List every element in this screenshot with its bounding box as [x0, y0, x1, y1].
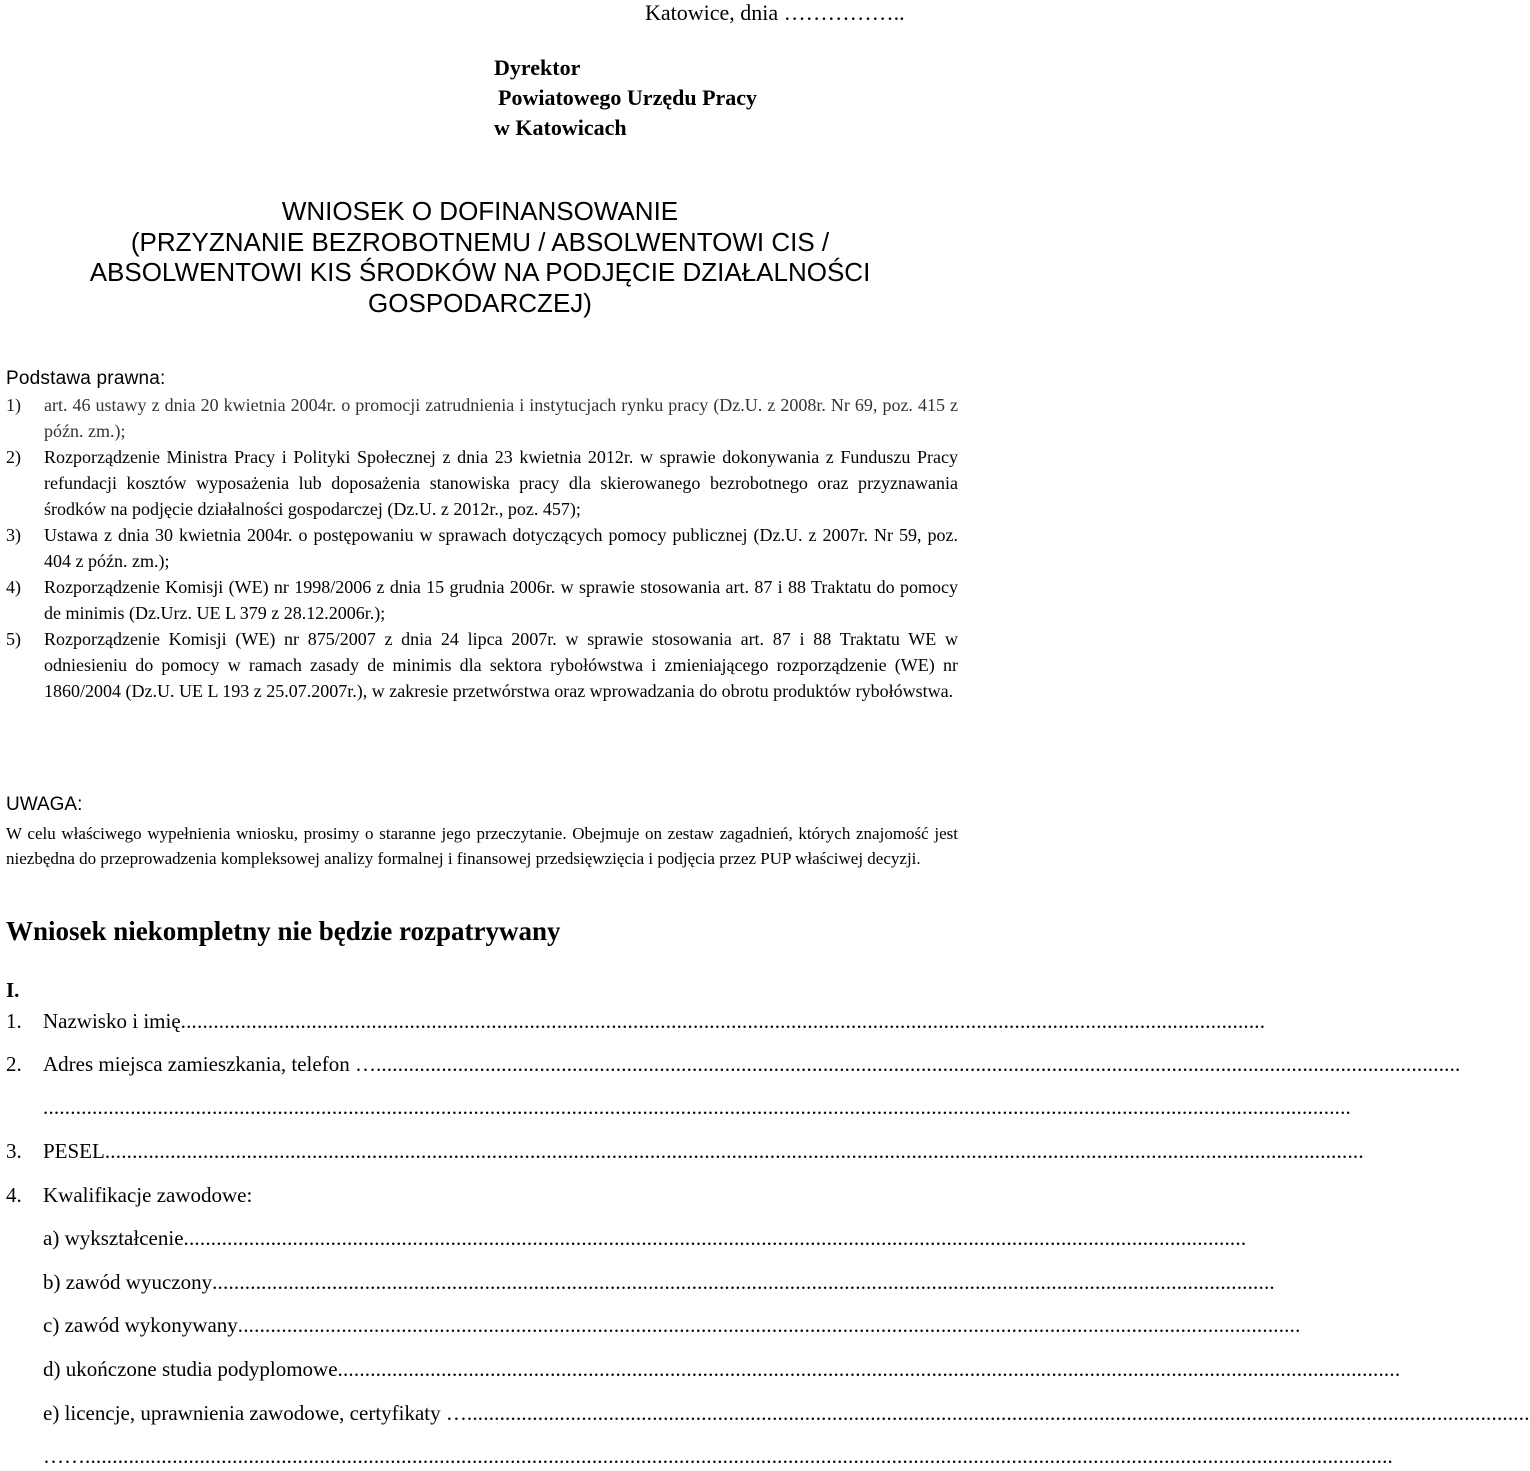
legal-basis-item	[6, 392, 958, 444]
legal-basis-item	[6, 574, 958, 626]
fill-in-line[interactable]: ...................................................................................................................................................................................................	[183, 1226, 1247, 1250]
fill-in-line[interactable]: ...................................................................................................................................................................................................	[466, 1401, 1530, 1425]
date-line: Katowice, dnia ……………..	[645, 0, 905, 25]
field-label: b) zawód wyuczony	[43, 1270, 213, 1294]
field-label: Nazwisko i imię	[43, 1009, 181, 1033]
incomplete-warning: Wniosek niekompletny nie będzie rozpatrywany	[6, 916, 561, 946]
field-label: c) zawód wykonywany	[43, 1313, 238, 1337]
form-title-line-4: GOSPODARCZEJ)	[368, 287, 592, 318]
form-title-line-2: (PRZYZNANIE BEZROBOTNEMU / ABSOLWENTOWI CIS /	[130, 226, 830, 257]
field-label: d) ukończone studia podyplomowe	[43, 1357, 338, 1381]
legal-basis-item	[6, 444, 958, 522]
fill-in-line[interactable]: ...................................................................................................................................................................................................	[337, 1357, 1401, 1381]
field-practiced-profession[interactable]	[43, 1310, 1301, 1340]
field-label: Kwalifikacje zawodowe:	[43, 1183, 253, 1207]
legal-basis-item	[6, 522, 958, 574]
legal-basis-item-text: art. 46 ustawy z dnia 20 kwietnia 2004r. o promocji zatrudnienia i instytucjach rynku pracy (Dz.U. z 2008r. Nr 69, poz. 415 z późn. zm.);	[44, 395, 958, 441]
fill-in-line[interactable]: .......................................................................................................................................................................................................	[180, 1009, 1266, 1033]
legal-basis-heading: Podstawa prawna:	[6, 368, 166, 389]
notice-heading: UWAGA:	[6, 794, 83, 815]
field-address-phone[interactable]	[6, 1049, 1461, 1079]
form-title-line-1: WNIOSEK O DOFINANSOWANIE	[281, 196, 679, 226]
notice-text: W celu właściwego wypełnienia wniosku, prosimy o staranne jego przeczytanie. Obejmuje on zestaw zagadnień, których znajomość jest niezbędna do przeprowadzenia kompleksowej analizy formalnej i finansowej przedsięwzięcia i podjęcia przez PUP właściwej decyzji.	[6, 824, 958, 868]
field-number: 3.	[6, 1139, 22, 1163]
addressee-line-3: w Katowicach	[494, 115, 627, 140]
field-learned-profession[interactable]	[43, 1267, 1275, 1297]
field-education[interactable]	[43, 1223, 1247, 1253]
fill-in-line[interactable]: ...................................................................................................................................................................................................	[212, 1270, 1275, 1294]
field-label: PESEL	[43, 1139, 105, 1163]
legal-basis-item-number: 5)	[6, 629, 21, 649]
legal-basis-item	[6, 626, 958, 704]
addressee-block	[494, 53, 757, 143]
addressee-line-2: Powiatowego Urzędu Pracy	[498, 85, 758, 110]
notice-section	[6, 794, 958, 871]
section-number: I.	[6, 978, 20, 1002]
field-licenses-continuation[interactable]	[43, 1441, 1393, 1471]
field-qualifications-heading	[6, 1180, 960, 1210]
fill-in-line[interactable]: ...................................................................................................................................................................................................	[237, 1313, 1301, 1337]
field-label: e) licencje, uprawnienia zawodowe, certyfikaty …	[43, 1401, 467, 1425]
field-full-name[interactable]	[6, 1006, 1266, 1036]
legal-basis-list	[6, 392, 958, 704]
legal-basis-item-text: Rozporządzenie Komisji (WE) nr 875/2007 z dnia 24 lipca 2007r. w sprawie stosowania art. 87 i 88 Traktatu WE w odniesieniu do pomocy w ramach zasady de minimis dla sektora rybołówstwa i zmieniającego rozporządzenie (WE) nr 1860/2004 (Dz.U. UE L 193 z 25.07.2007r.), w zakresie przetwórstwa oraz wprowadzania do obrotu produktów rybołówstwa.	[44, 629, 958, 701]
field-number: 2.	[6, 1052, 22, 1076]
fill-in-line[interactable]: .......................................................................................................................................................................................................	[375, 1052, 1461, 1076]
field-label: Adres miejsca zamieszkania, telefon …	[43, 1052, 376, 1076]
form-title	[0, 196, 960, 318]
field-label: ……	[43, 1444, 85, 1468]
legal-basis-section	[6, 368, 958, 704]
legal-basis-item-number: 3)	[6, 525, 21, 545]
legal-basis-item-number: 1)	[6, 395, 21, 415]
field-licenses-certificates[interactable]	[43, 1398, 1530, 1428]
fill-in-line[interactable]: ................................................................................................................................................................................................................................................	[85, 1444, 1393, 1468]
field-pesel[interactable]	[6, 1136, 1364, 1166]
field-number: 1.	[6, 1009, 22, 1033]
legal-basis-item-number: 2)	[6, 447, 21, 467]
legal-basis-item-text: Rozporządzenie Ministra Pracy i Polityki Społecznej z dnia 23 kwietnia 2012r. w sprawie dokonywania z Funduszu Pracy refundacji kosztów wyposażenia lub doposażenia stanowiska pracy dla skierowanego bezrobotnego oraz przyznawania środków na podjęcie działalności gospodarczej (Dz.U. z 2012r., poz. 457);	[44, 447, 958, 519]
legal-basis-item-number: 4)	[6, 577, 21, 597]
legal-basis-item-text: Ustawa z dnia 30 kwietnia 2004r. o postępowaniu w sprawach dotyczących pomocy publicznej (Dz.U. z 2007r. Nr 59, poz. 404 z późn. zm.);	[44, 525, 958, 571]
form-title-line-3: ABSOLWENTOWI KIS ŚRODKÓW NA PODJĘCIE DZIAŁALNOŚCI	[89, 257, 871, 287]
legal-basis-item-text: Rozporządzenie Komisji (WE) nr 1998/2006 z dnia 15 grudnia 2006r. w sprawie stosowania art. 87 i 88 Traktatu do pomocy de minimis (Dz.Urz. UE L 379 z 28.12.2006r.);	[44, 577, 958, 623]
field-address-continuation[interactable]	[43, 1092, 1351, 1122]
field-label: a) wykształcenie	[43, 1226, 184, 1250]
fill-in-line[interactable]: .......................................................................................................................................................................................................................................	[104, 1139, 1364, 1163]
field-number: 4.	[6, 1183, 22, 1207]
fill-in-line[interactable]: ................................................................................................................................................................................................................................................	[43, 1095, 1351, 1119]
addressee-line-1: Dyrektor	[494, 55, 581, 80]
field-postgraduate-studies[interactable]	[43, 1354, 1401, 1384]
